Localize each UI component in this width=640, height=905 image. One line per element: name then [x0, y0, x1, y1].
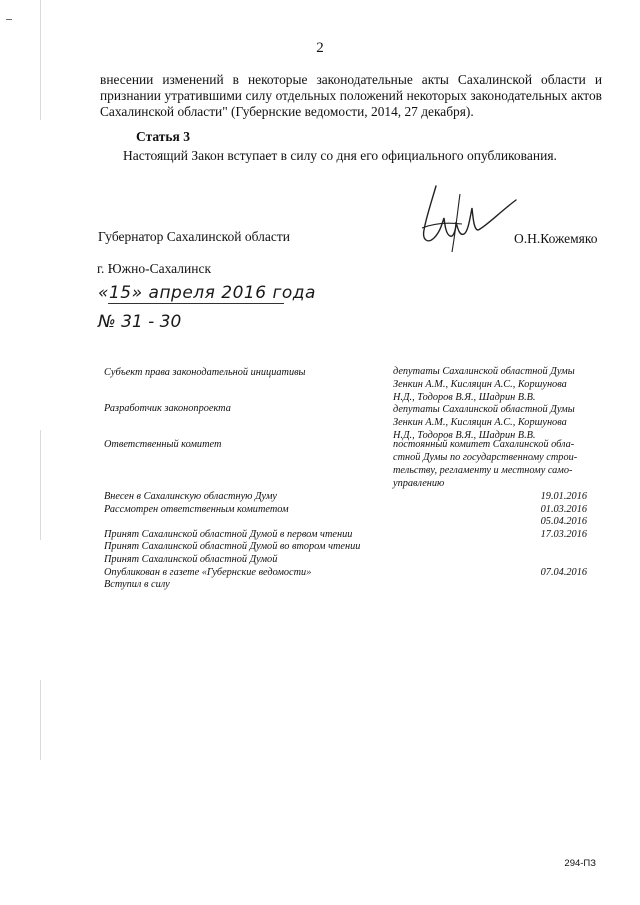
scan-edge — [40, 680, 41, 760]
scan-edge — [40, 430, 41, 540]
detail-label-initiative: Субъект права законодательной инициативы — [104, 367, 306, 378]
article-heading: Статья 3 — [136, 129, 190, 144]
detail-line: Зенкин А.М., Кисляцин А.С., Коршунова — [393, 417, 567, 428]
signature-icon — [412, 178, 524, 256]
date-underline — [108, 303, 284, 304]
detail-label-developer: Разработчик законопроекта — [104, 403, 231, 414]
detail-value-committee — [393, 438, 589, 490]
event-date — [520, 540, 587, 553]
handwritten-date: «15» апреля 2016 года — [98, 283, 316, 303]
event-date: 17.03.2016 — [540, 528, 587, 540]
event-date: 05.04.2016 — [540, 516, 587, 528]
document-code: 294-ПЗ — [564, 858, 596, 869]
event-date — [520, 578, 587, 591]
event-label: Принят Сахалинской областной Думой во втором чтении — [104, 541, 361, 553]
detail-line: управлению — [393, 478, 445, 489]
detail-line: Зенкин А.М., Кисляцин А.С., Коршунова — [393, 379, 567, 390]
event-dates — [520, 490, 587, 591]
event-date — [520, 553, 587, 566]
scan-mark — [6, 19, 12, 20]
detail-line: Н.Д., Тодоров В.Я., Шадрин В.В. — [393, 430, 536, 441]
article-text: Настоящий Закон вступает в силу со дня его официального опубликования. — [123, 148, 557, 163]
event-label: Внесен в Сахалинскую областную Думу — [104, 491, 277, 502]
event-label: Принят Сахалинской областной Думой — [104, 553, 278, 565]
event-labels — [104, 490, 360, 591]
detail-line: постоянный комитет Сахалинской обла- — [393, 439, 575, 450]
intro-text: внесении изменений в некоторые законодательные акты Сахалинской области и признании утратившими силу отдельных положений некоторых законодательных актов Сахалинской области" (Губернские ведомости, 2014, 27 декабря). — [100, 72, 602, 119]
scan-edge — [40, 0, 41, 120]
event-date: 19.01.2016 — [540, 491, 587, 502]
event-label: Рассмотрен ответственным комитетом — [104, 503, 289, 515]
governor-name: О.Н.Кожемяко — [514, 231, 598, 246]
detail-line: Н.Д., Тодоров В.Я., Шадрин В.В. — [393, 392, 536, 403]
handwritten-number: № 31 - 30 — [98, 312, 182, 332]
detail-line: стной Думы по государственному строи- — [393, 452, 578, 463]
detail-value-developer — [393, 403, 589, 442]
detail-value-initiative — [393, 365, 589, 404]
event-date: 07.04.2016 — [540, 566, 587, 578]
detail-line: депутаты Сахалинской областной Думы — [393, 404, 575, 415]
event-label: Принят Сахалинской областной Думой в первом чтении — [104, 528, 353, 540]
event-date: 01.03.2016 — [540, 503, 587, 515]
detail-label-committee: Ответственный комитет — [104, 439, 222, 450]
city: г. Южно-Сахалинск — [97, 261, 212, 276]
event-label: Вступил в силу — [104, 579, 170, 591]
event-label — [104, 515, 360, 528]
intro-paragraph — [100, 72, 602, 120]
page-number: 2 — [316, 40, 324, 56]
governor-title: Губернатор Сахалинской области — [98, 229, 290, 244]
event-label: Опубликован в газете «Губернские ведомости» — [104, 566, 312, 578]
detail-line: тельству, регламенту и местному само- — [393, 465, 573, 476]
detail-line: депутаты Сахалинской областной Думы — [393, 366, 575, 377]
